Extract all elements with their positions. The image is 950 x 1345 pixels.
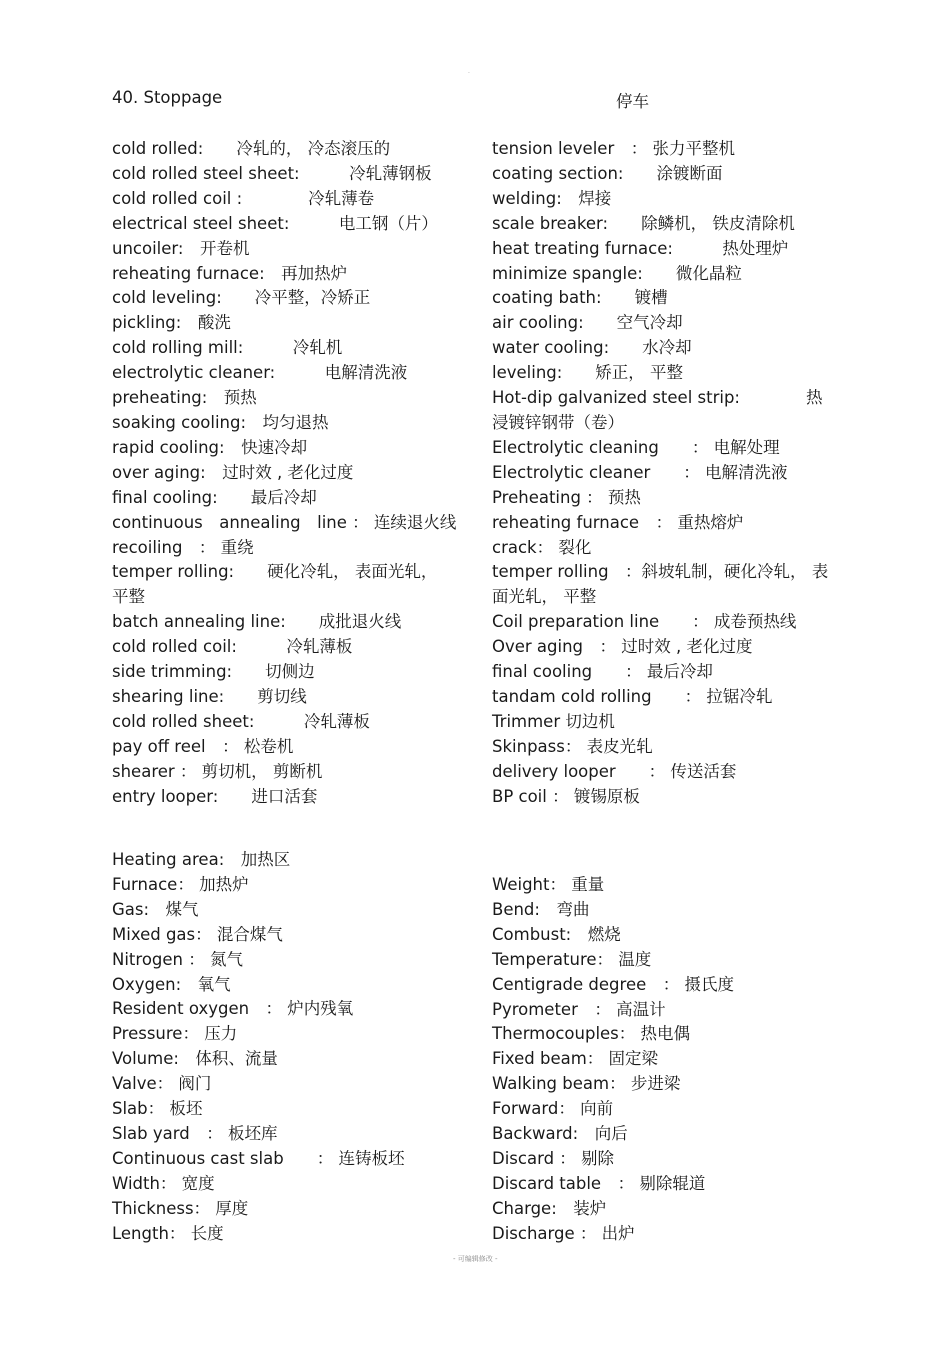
glossary-entry: pickling: 酸洗 [112,313,231,333]
glossary-entry: uncoiler: 开卷机 [112,238,250,258]
glossary-entry: Nitrogen ： 氮气 [112,949,243,969]
glossary-entry: entry looper: 进口活套 [112,786,318,806]
glossary-entry: cold rolled: 冷轧的， 冷态滚压的 [112,139,391,158]
glossary-entry: continuous annealing line ： 连续退火线 [112,512,457,532]
glossary-right-column-1 [492,137,837,809]
glossary-entry: Valve： 阀门 [112,1074,212,1094]
glossary-entry: Forward： 向前 [492,1099,614,1119]
glossary-entry: batch annealing line: 成批退火线 [112,612,402,632]
glossary-entry: reheating furnace ： 重热熔炉 [492,512,744,532]
glossary-entry: Walking beam： 步进梁 [492,1074,681,1094]
glossary-entry: Heating area: 加热区 [112,850,291,869]
glossary-entry: Discard ： 剔除 [492,1148,615,1168]
glossary-entry: over aging: 过时效 , 老化过度 [112,462,354,482]
glossary-entry: Length： 长度 [112,1223,224,1243]
glossary-entry: Continuous cast slab ： 连铸板坯 [112,1148,405,1168]
glossary-entry: Oxygen: 氧气 [112,974,231,994]
glossary-entry: Skinpass： 表皮光轧 [492,736,653,756]
glossary-entry: Over aging ： 过时效 , 老化过度 [492,637,753,657]
glossary-entry: crack： 裂化 [492,537,592,557]
glossary-entry: Hot-dip galvanized steel strip: 热浸镀锌钢带（卷） [492,388,823,432]
glossary-entry: Slab： 板坯 [112,1099,203,1119]
glossary-right-column-2 [492,873,837,1247]
glossary-entry: Backward: 向后 [492,1124,628,1144]
glossary-entry: Mixed gas： 混合煤气 [112,924,283,944]
glossary-entry: cold rolled steel sheet: 冷轧薄钢板 [112,163,432,183]
glossary-entry: electrical steel sheet: 电工钢（片） [112,213,438,233]
glossary-entry: Slab yard ： 板坯库 [112,1123,278,1143]
glossary-entry: Pyrometer ： 高温计 [492,999,666,1019]
section-title-chinese: 停车 [616,92,649,111]
glossary-entry: minimize spangle: 微化晶粒 [492,263,742,283]
glossary-entry: scale breaker: 除鳞机， 铁皮清除机 [492,213,795,233]
glossary-entry: Discard table ： 剔除辊道 [492,1173,706,1193]
glossary-entry: tension leveler ： 张力平整机 [492,139,735,158]
glossary-entry: cold rolling mill: 冷轧机 [112,338,343,358]
glossary-entry: water cooling: 水冷却 [492,338,692,358]
glossary-left-column-1 [112,137,457,809]
glossary-left-column-2 [112,848,457,1247]
glossary-entry: leveling: 矫正， 平整 [492,363,684,383]
glossary-entry: heat treating furnace: 热处理炉 [492,238,789,258]
glossary-entry: Electrolytic cleaner ： 电解清洗液 [492,462,788,482]
glossary-entry: welding: 焊接 [492,188,612,208]
glossary-entry: rapid cooling: 快速冷却 [112,437,308,457]
glossary-entry: pay off reel ： 松卷机 [112,736,294,756]
glossary-entry: side trimming: 切侧边 [112,662,315,682]
glossary-entry: preheating: 预热 [112,388,257,408]
glossary-entry: cold rolled coil : 冷轧薄卷 [112,188,375,208]
glossary-entry: delivery looper ： 传送活套 [492,761,737,781]
glossary-entry: cold leveling: 冷平整，冷矫正 [112,288,371,308]
glossary-entry: Charge: 装炉 [492,1198,607,1218]
glossary-entry: coating bath: 镀槽 [492,288,668,308]
glossary-entry: Thermocouples： 热电偶 [492,1024,691,1044]
glossary-entry: cold rolled coil: 冷轧薄板 [112,637,353,657]
glossary-entry: temper rolling ：斜坡轧制，硬化冷轧， 表面光轧， 平整 [492,562,829,607]
glossary-entry: Discharge ： 出炉 [492,1223,635,1243]
glossary-entry: shearing line: 剪切线 [112,686,307,706]
glossary-entry: shearer ： 剪切机， 剪断机 [112,761,323,781]
glossary-entry: Resident oxygen ： 炉内残氧 [112,999,354,1019]
glossary-entry: Pressure： 压力 [112,1024,238,1044]
glossary-entry: coating section: 涂镀断面 [492,163,723,183]
glossary-entry: recoiling ： 重绕 [112,537,254,557]
glossary-entry: Preheating ： 预热 [492,487,641,507]
glossary-entry: Temperature： 温度 [492,949,652,969]
glossary-entry: Gas: 煤气 [112,899,199,919]
glossary-entry: Volume: 体积、流量 [112,1049,278,1069]
glossary-entry: soaking cooling: 均匀退热 [112,412,329,432]
glossary-entry: reheating furnace: 再加热炉 [112,263,348,283]
glossary-entry: Combust: 燃烧 [492,924,621,944]
glossary-entry: final cooling: 最后冷却 [112,487,317,507]
glossary-entry: temper rolling: 硬化冷轧， 表面光轧， 平整 [112,562,438,607]
glossary-entry: electrolytic cleaner: 电解清洗液 [112,363,408,383]
glossary-entry: Centigrade degree ： 摄氏度 [492,974,734,994]
glossary-entry: final cooling ： 最后冷却 [492,662,713,682]
glossary-entry: Trimmer 切边机 [492,711,615,731]
glossary-entry: Fixed beam： 固定梁 [492,1049,659,1069]
glossary-entry: Electrolytic cleaning ： 电解处理 [492,437,780,457]
glossary-entry: cold rolled sheet: 冷轧薄板 [112,711,370,731]
section-title: 40. Stoppage [112,88,223,107]
top-mark: · [468,70,470,77]
glossary-entry: BP coil ： 镀锡原板 [492,786,640,806]
glossary-entry: Width： 宽度 [112,1173,215,1193]
glossary-entry: Coil preparation line ： 成卷预热线 [492,612,797,632]
page-footer: - 可编辑修改 - [453,1255,498,1263]
glossary-entry: Bend: 弯曲 [492,899,590,919]
glossary-entry: tandam cold rolling ： 拉锯冷轧 [492,686,773,706]
glossary-entry: Thickness： 厚度 [112,1198,249,1218]
glossary-entry: Furnace： 加热炉 [112,874,249,894]
glossary-entry: air cooling: 空气冷却 [492,313,683,333]
glossary-entry: Weight： 重量 [492,875,605,894]
